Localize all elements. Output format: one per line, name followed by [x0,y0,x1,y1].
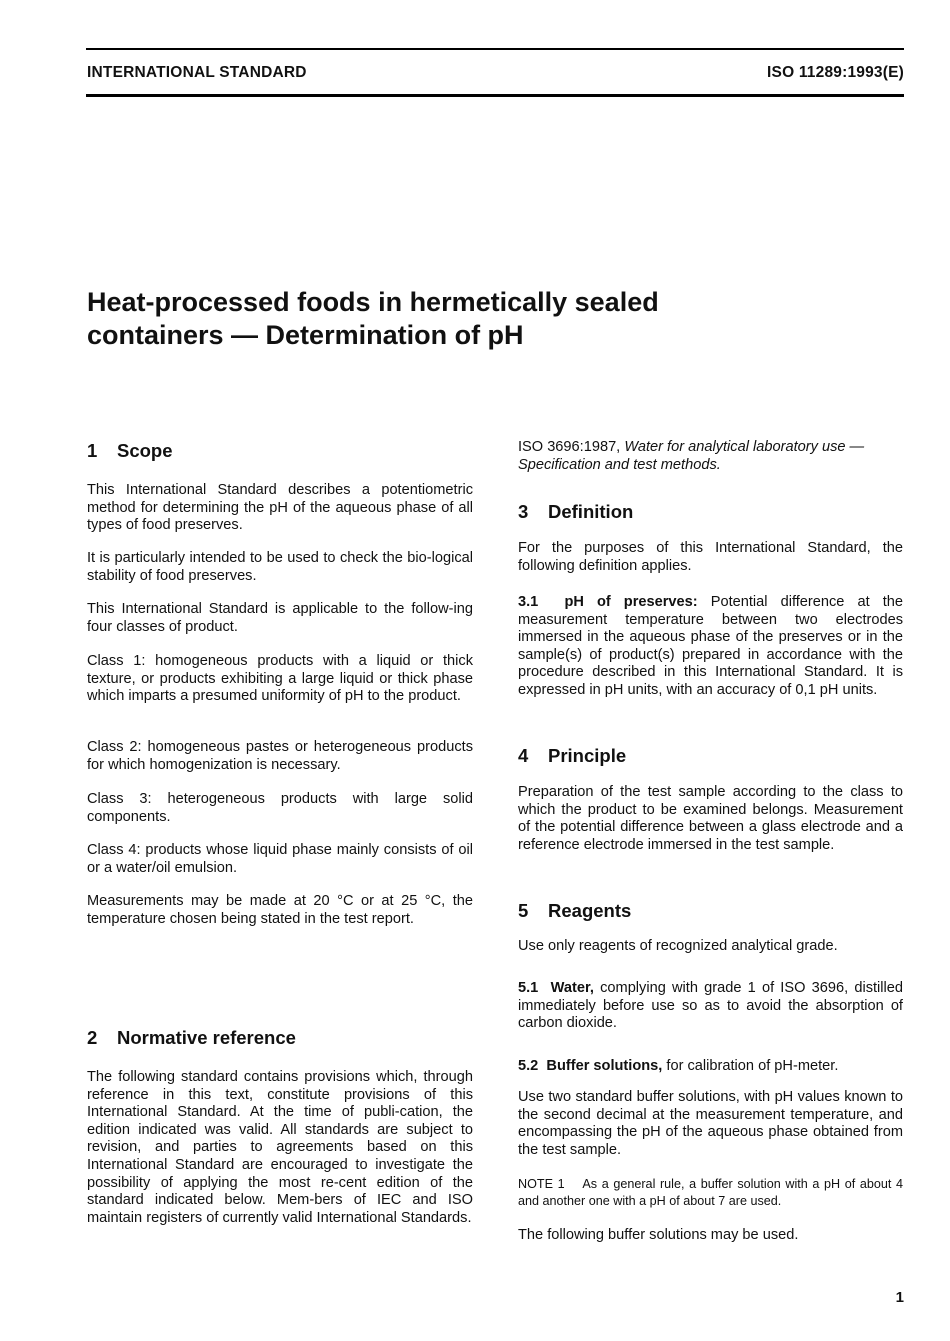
note-text: As a general rule, a buffer solution with a pH of about 4 and another one with a pH of about 7 are used. [518,1177,903,1208]
definition-number: 3 [518,501,529,522]
definition-title: Definition [548,501,634,522]
buffer-text: for calibration of pH-meter. [666,1058,839,1074]
header-bottom-rule [86,94,904,97]
water-number: 5.1 [518,980,539,996]
header-top-rule [86,48,904,50]
definition-intro: For the purposes of this International Standard, the following definition applies. [518,540,903,574]
note-1 [518,1176,903,1210]
header-left: INTERNATIONAL STANDARD [87,64,307,81]
page-number: 1 [895,1289,904,1306]
scope-class-3: Class 3: heterogeneous products with large solid components. [87,791,473,825]
principle-number: 4 [518,745,529,766]
definition-item-text: Potential difference at the measurement temperature between two electrodes immersed in the aqueous phase of the preserves or in the sample(s) of product(s) prepared in accordance with the procedure described in this International Standard. It is expressed in pH units, with an accuracy of 0,1 pH units. [518,594,904,698]
scope-title: Scope [117,440,173,461]
normative-para: The following standard contains provisions which, through reference in this text, constitute provisions of this International Standard. At the time of publi-cation, the edition indicated was valid. All standards are subject to revision, and parties to agreements based on this International Standard are encouraged to investigate the possibility of applying the most re-cent edition of the standard indicated below. Mem-bers of IEC and ISO maintain registers of currently valid International Standards. [87,1069,473,1226]
scope-para-1: This International Standard describes a potentiometric method for determining the pH of the aqueous phase of all types of food preserves. [87,482,473,534]
buffer-term: Buffer solutions, [546,1058,663,1074]
buffer-para: Use two standard buffer solutions, with pH values known to the second decimal at the measurement temperature, and encompassing the pH of the aqueous phase obtained from the test sample. [518,1089,903,1158]
reagents-number: 5 [518,900,529,921]
scope-measurements: Measurements may be made at 20 °C or at 25 °C, the temperature chosen being stated in the test report. [87,893,473,927]
scope-para-3: This International Standard is applicable to the follow-ing four classes of product. [87,601,473,635]
reagent-water [518,980,903,1033]
principle-title: Principle [548,745,627,766]
note-label: NOTE 1 [518,1177,565,1191]
title-line-1: Heat-processed foods in hermetically sealed [87,287,659,317]
scope-class-4: Class 4: products whose liquid phase mainly consists of oil or a water/oil emulsion. [87,842,473,876]
ref-code: ISO 3696:1987, [518,439,621,455]
definition-item-term: pH of preserves: [564,594,698,610]
scope-class-1: Class 1: homogeneous products with a liquid or thick texture, or products exhibiting a large liquid or thick phase which imparts a presumed uniformity of pH to the product. [87,653,473,705]
title-line-2: containers — Determination of pH [87,320,524,350]
reagents-heading [518,900,903,922]
water-term: Water, [550,980,594,996]
normative-title: Normative reference [117,1027,296,1048]
scope-number: 1 [87,440,98,461]
buffer-closing: The following buffer solutions may be used. [518,1227,799,1243]
definition-item-number: 3.1 [518,594,539,610]
scope-class-2: Class 2: homogeneous pastes or heterogeneous products for which homogenization is necessary. [87,739,473,773]
buffer-number: 5.2 [518,1058,539,1074]
scope-heading [87,440,473,462]
principle-para: Preparation of the test sample according to the class to which the product to be examined belongs. Measurement of the potential difference between a glass electrode and a reference electrode immersed in the test sample. [518,784,903,853]
principle-heading [518,745,903,767]
reagent-buffer [518,1058,903,1076]
normative-heading [87,1027,473,1049]
ref-title: Water for analytical laboratory use — Specification and test methods. [518,439,865,473]
definition-item [518,594,903,700]
header-right: ISO 11289:1993(E) [767,64,904,81]
normative-ref-entry [518,439,903,474]
water-text: complying with grade 1 of ISO 3696, distilled immediately before use so as to avoid the absorption of carbon dioxide. [518,980,903,1032]
page-title [87,286,787,352]
reagents-intro: Use only reagents of recognized analytical grade. [518,938,838,954]
scope-para-2: It is particularly intended to be used to check the bio-logical stability of food preserves. [87,550,473,584]
reagents-title: Reagents [548,900,632,921]
normative-number: 2 [87,1027,98,1048]
definition-heading [518,501,903,523]
